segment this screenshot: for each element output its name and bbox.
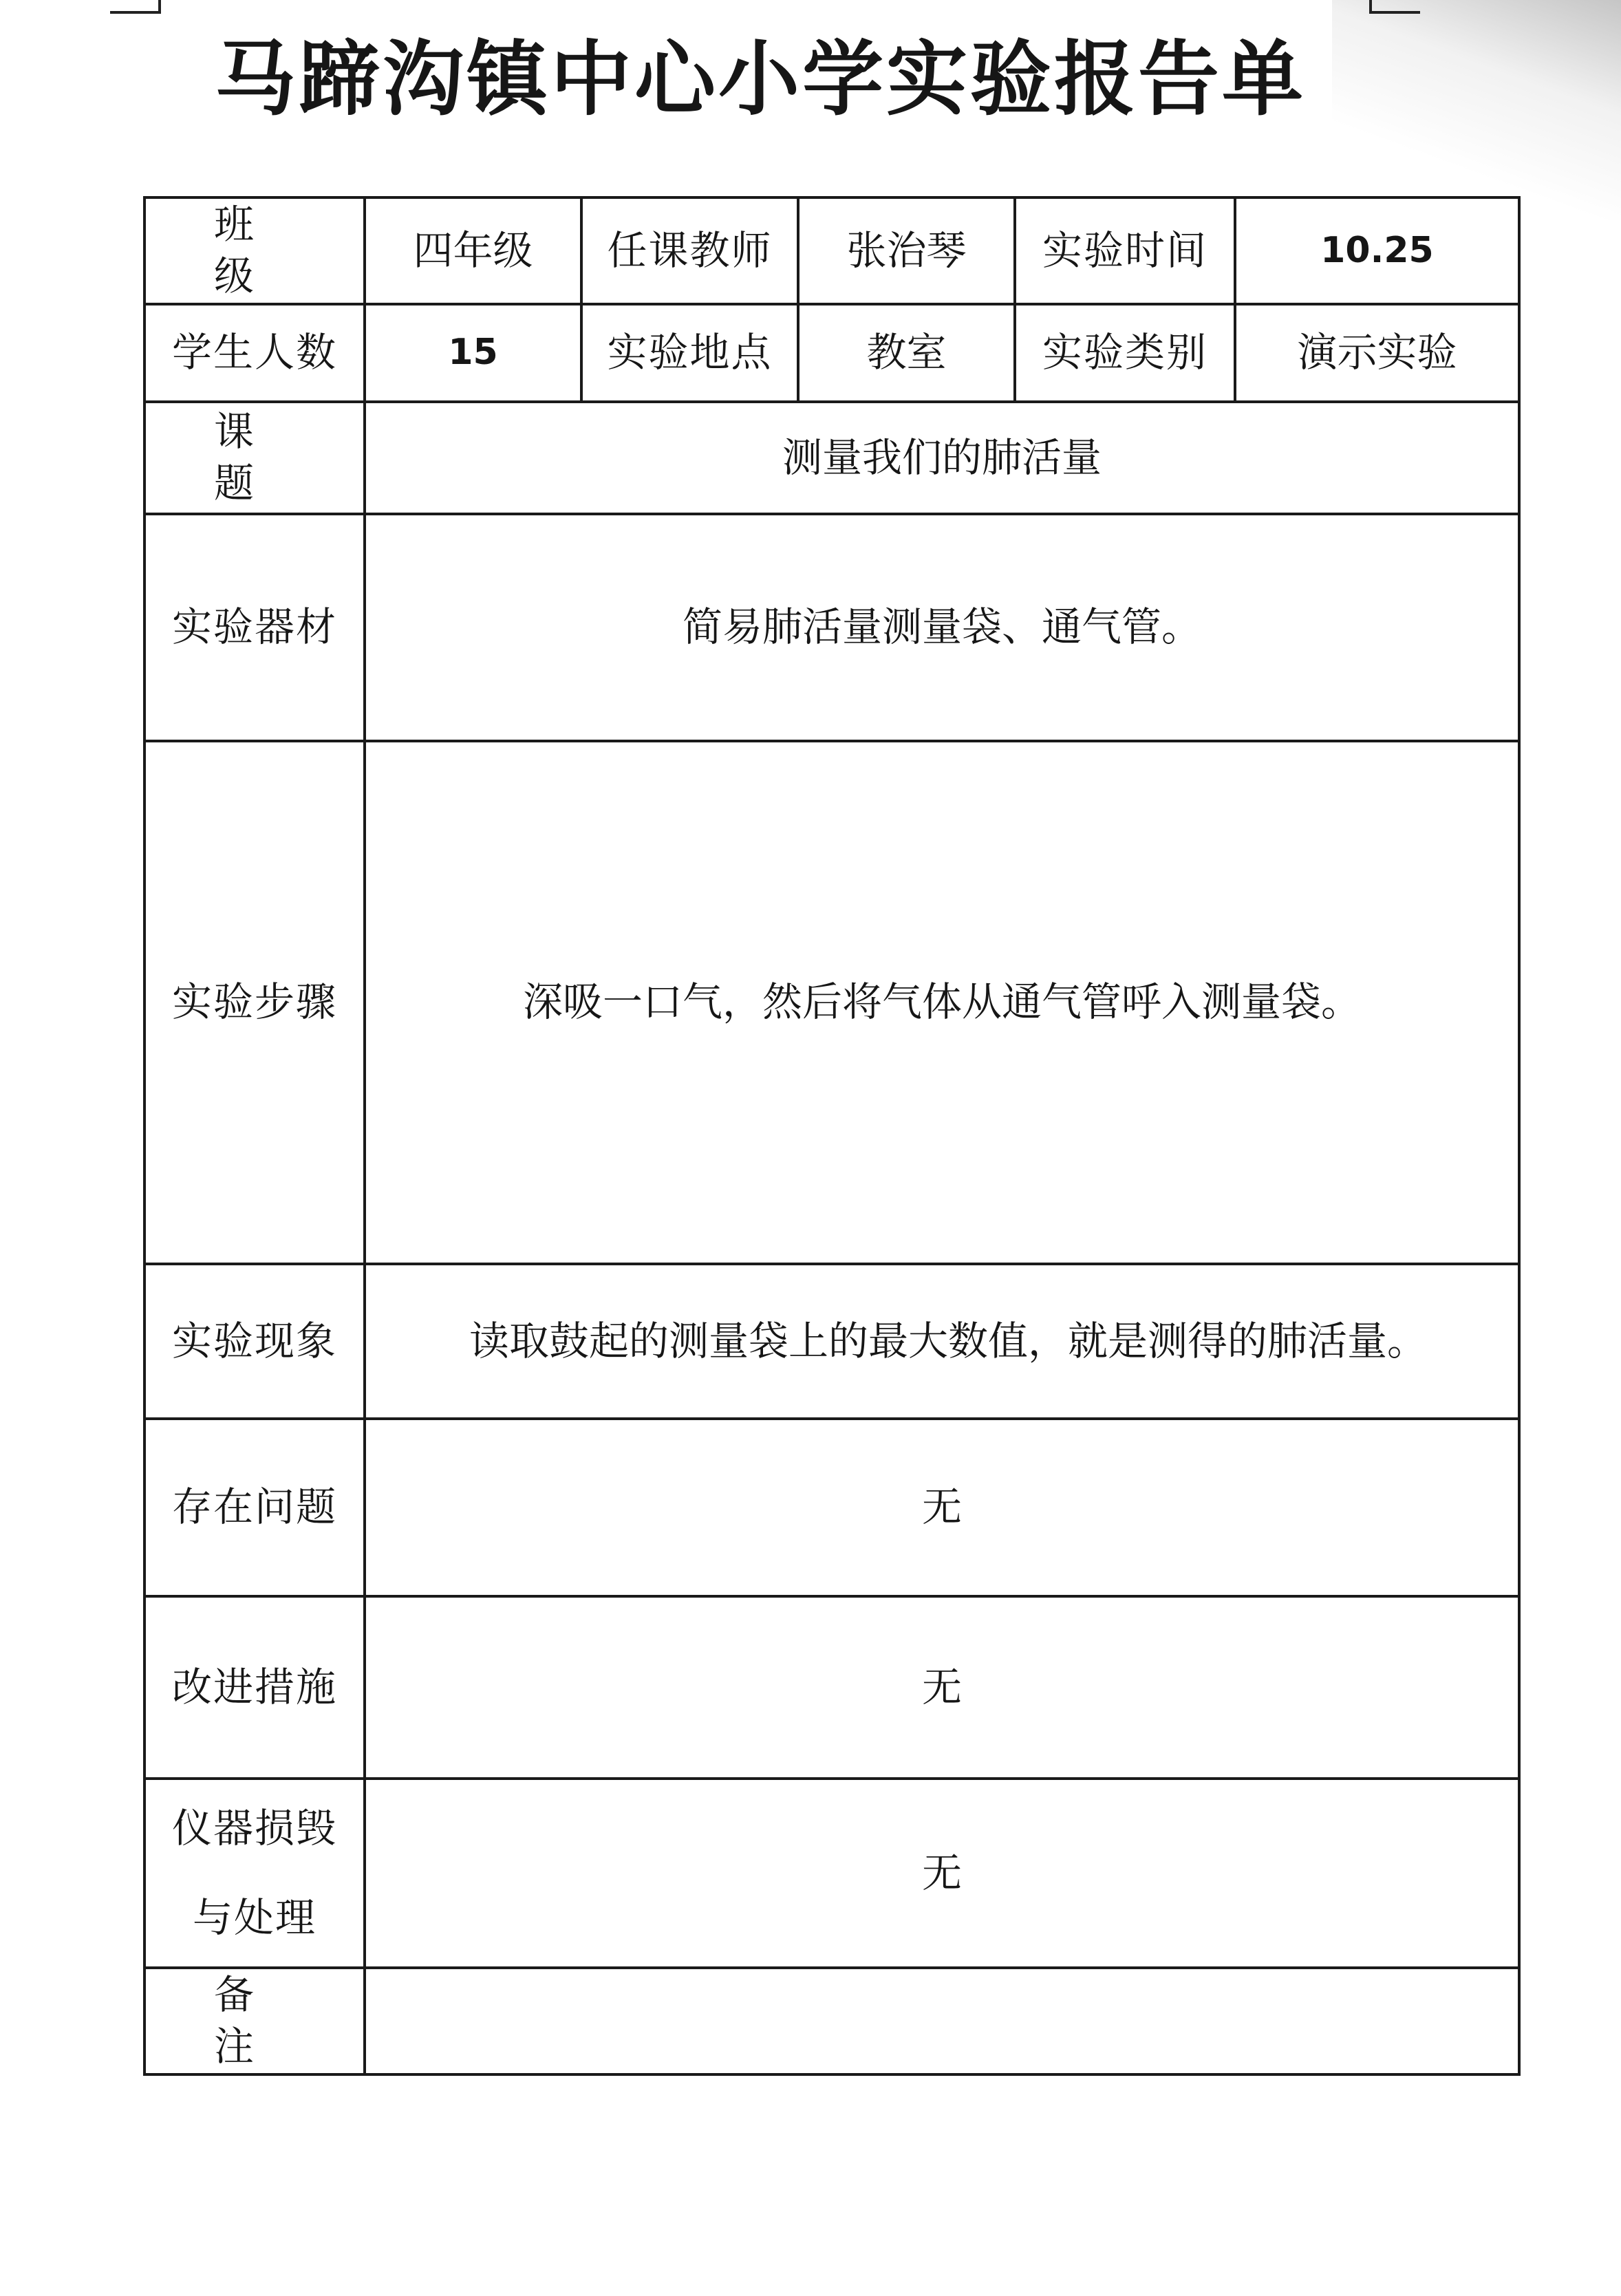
- materials-row: [144, 514, 1519, 741]
- materials-value: 简易肺活量测量袋、通气管。: [365, 514, 1519, 741]
- teacher-label: 任课教师: [581, 197, 798, 304]
- steps-label: 实验步骤: [144, 741, 365, 1264]
- improvements-row: [144, 1596, 1519, 1779]
- teacher-value: 张治琴: [798, 197, 1015, 304]
- topic-row: [144, 402, 1519, 514]
- phenomenon-label: 实验现象: [144, 1264, 365, 1419]
- header-row-1: [144, 197, 1519, 304]
- phenomenon-row: [144, 1264, 1519, 1419]
- student-count-label: 学生人数: [144, 304, 365, 402]
- header-row-2: [144, 304, 1519, 402]
- materials-label: 实验器材: [144, 514, 365, 741]
- corner-crop-mark-right: [1369, 0, 1420, 14]
- damage-label: [144, 1779, 365, 1968]
- steps-value: 深吸一口气，然后将气体从通气管呼入测量袋。: [365, 741, 1519, 1264]
- damage-value: 无: [365, 1779, 1519, 1968]
- corner-crop-mark-left: [110, 0, 161, 14]
- experiment-time-label: 实验时间: [1015, 197, 1235, 304]
- improvements-value: 无: [365, 1596, 1519, 1779]
- class-label: 班 级: [144, 197, 365, 304]
- report-table: [143, 196, 1521, 2076]
- steps-row: [144, 741, 1519, 1264]
- phenomenon-value: 读取鼓起的测量袋上的最大数值，就是测得的肺活量。: [365, 1264, 1519, 1419]
- problems-value: 无: [365, 1419, 1519, 1596]
- remarks-value: [365, 1968, 1519, 2074]
- damage-label-line-2: 与处理: [192, 1894, 316, 1942]
- topic-label: 课 题: [144, 402, 365, 514]
- problems-label: 存在问题: [144, 1419, 365, 1596]
- damage-row: [144, 1779, 1519, 1968]
- improvements-label: 改进措施: [144, 1596, 365, 1779]
- topic-value: 测量我们的肺活量: [365, 402, 1519, 514]
- experiment-time-value: 10.25: [1235, 197, 1519, 304]
- page-title: 马蹄沟镇中心小学实验报告单: [214, 32, 1306, 127]
- location-value: 教室: [798, 304, 1015, 402]
- damage-label-line-1: 仪器损毁: [171, 1805, 337, 1852]
- experiment-type-label: 实验类别: [1015, 304, 1235, 402]
- student-count-value: 15: [365, 304, 581, 402]
- remarks-row: [144, 1968, 1519, 2074]
- problems-row: [144, 1419, 1519, 1596]
- location-label: 实验地点: [581, 304, 798, 402]
- experiment-type-value: 演示实验: [1235, 304, 1519, 402]
- remarks-label: 备 注: [144, 1968, 365, 2074]
- class-value: 四年级: [365, 197, 581, 304]
